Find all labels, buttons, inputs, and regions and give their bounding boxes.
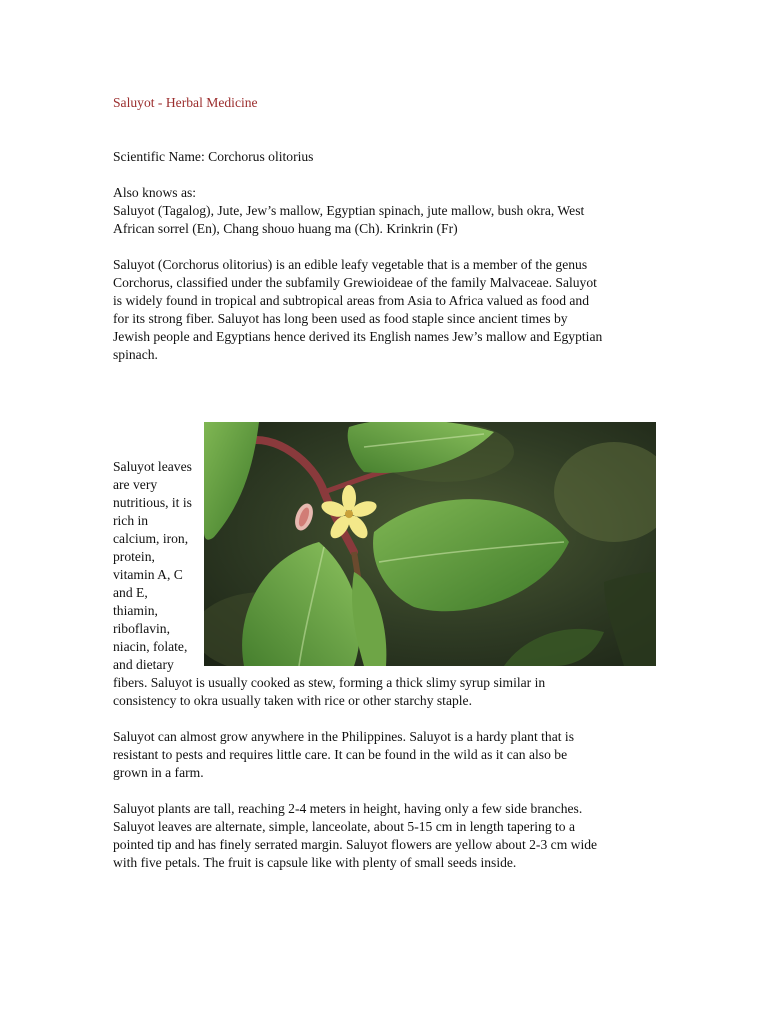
intro-paragraph <box>113 256 658 364</box>
saluyot-plant-photo <box>204 422 656 666</box>
intro-line: Jewish people and Egyptians hence derived its English names Jew’s mallow and Egyptian <box>113 329 603 344</box>
description-line: Saluyot plants are tall, reaching 2-4 meters in height, having only a few side branches. <box>113 801 583 816</box>
nutrition-line: are very <box>113 477 158 492</box>
nutrition-line: protein, <box>113 549 155 564</box>
nutrition-line: niacin, folate, <box>113 639 188 654</box>
plant-photo-illustration <box>204 422 656 666</box>
nutrition-line: and dietary <box>113 657 174 672</box>
description-paragraph <box>113 800 658 872</box>
nutrition-narrow-column <box>113 422 205 674</box>
intro-line: spinach. <box>113 347 158 362</box>
intro-line: Saluyot (Corchorus olitorius) is an edible leafy vegetable that is a member of the genus <box>113 257 588 272</box>
also-known-line: African sorrel (En), Chang shouo huang ma (Ch). Krinkrin (Fr) <box>113 221 458 236</box>
description-line: pointed tip and has finely serrated margin. Saluyot flowers are yellow about 2-3 cm wide <box>113 837 598 852</box>
nutrition-line: thiamin, <box>113 603 158 618</box>
also-known-section <box>113 184 658 238</box>
also-known-line: Saluyot (Tagalog), Jute, Jew’s mallow, Egyptian spinach, jute mallow, bush okra, West <box>113 203 585 218</box>
page-title: Saluyot - Herbal Medicine <box>113 95 258 110</box>
growth-line: grown in a farm. <box>113 765 204 780</box>
nutrition-line: rich in <box>113 513 149 528</box>
nutrition-line: Saluyot leaves <box>113 459 192 474</box>
scientific-name: Scientific Name: Corchorus olitorius <box>113 149 314 164</box>
growth-line: resistant to pests and requires little care. It can be found in the wild as it can also be <box>113 747 568 762</box>
nutrition-line: and E, <box>113 585 148 600</box>
nutrition-line: nutritious, it is <box>113 495 192 510</box>
nutrition-line: consistency to okra usually taken with rice or other starchy staple. <box>113 693 472 708</box>
description-line: with five petals. The fruit is capsule like with plenty of small seeds inside. <box>113 855 517 870</box>
description-line: Saluyot leaves are alternate, simple, lanceolate, about 5-15 cm in length tapering to a <box>113 819 576 834</box>
growth-paragraph <box>113 728 658 782</box>
intro-line: for its strong fiber. Saluyot has long been used as food staple since ancient times by <box>113 311 568 326</box>
document-body <box>113 94 658 872</box>
intro-line: Corchorus, classified under the subfamily Grewioideae of the family Malvaceae. Saluyot <box>113 275 597 290</box>
growth-line: Saluyot can almost grow anywhere in the Philippines. Saluyot is a hardy plant that is <box>113 729 574 744</box>
nutrition-line: vitamin A, C <box>113 567 183 582</box>
also-known-heading: Also knows as: <box>113 185 197 200</box>
nutrition-line: fibers. Saluyot is usually cooked as stew, forming a thick slimy syrup similar in <box>113 675 546 690</box>
nutrition-line: riboflavin, <box>113 621 171 636</box>
intro-line: is widely found in tropical and subtropical areas from Asia to Africa valued as food and <box>113 293 590 308</box>
nutrition-line: calcium, iron, <box>113 531 189 546</box>
